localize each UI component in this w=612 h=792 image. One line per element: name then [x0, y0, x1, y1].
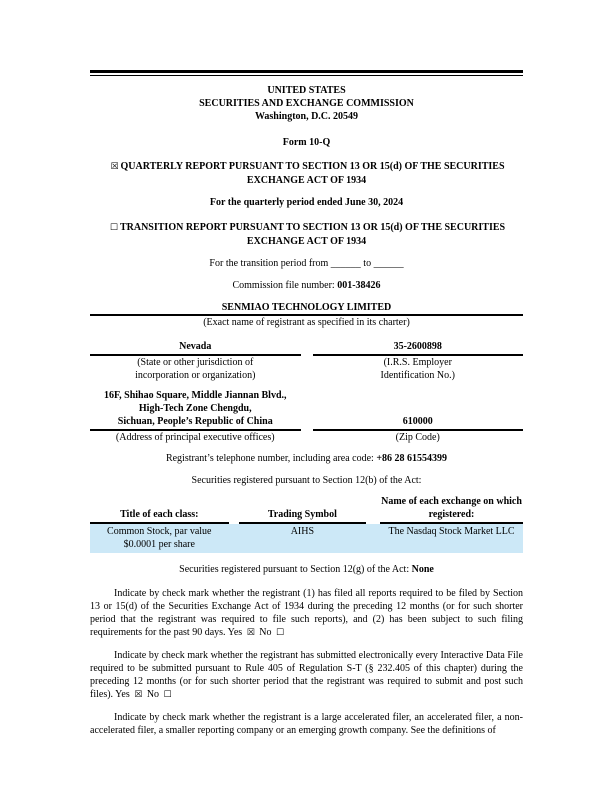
yes-checkbox-checked-icon: ☒ [246, 628, 255, 638]
zip-value [313, 389, 524, 431]
cell-gap-2 [366, 525, 380, 551]
jurisdiction-value [90, 340, 301, 356]
header-title-of-class: Title of each class: [90, 508, 229, 524]
address-column [90, 389, 301, 444]
top-double-rule [90, 70, 523, 76]
transition-period-line: For the transition period from ______ to ______ [209, 258, 404, 269]
securities-table-header [90, 495, 523, 524]
no-label: No [146, 689, 160, 700]
jurisdiction-irs-row [90, 340, 523, 382]
address-value [90, 389, 301, 431]
jurisdiction-caption-line2: incorporation or organization) [135, 370, 256, 381]
no-checkbox-unchecked-icon: ☐ [276, 628, 285, 638]
quarterly-report-heading [90, 160, 523, 187]
cell-trading-symbol: AIHS [290, 526, 315, 537]
filed-reports-paragraph [90, 587, 523, 640]
address-line3: Sichuan, People’s Republic of China [117, 416, 273, 427]
sec12b-heading: Securities registered pursuant to Section 12(b) of the Act: [191, 475, 422, 486]
cell-gap-1 [229, 525, 239, 551]
header-sec-commission: SECURITIES AND EXCHANGE COMMISSION [199, 98, 414, 109]
securities-table [90, 495, 523, 553]
table-row [90, 524, 523, 553]
telephone-line [90, 452, 523, 465]
quarterly-report-label: QUARTERLY REPORT PURSUANT TO SECTION 13 OR 15(d) OF THE SECURITIES EXCHANGE ACT OF 1934 [120, 161, 505, 186]
telephone-number: +86 28 61554399 [376, 453, 448, 464]
quarterly-checkbox-checked-icon: ☒ [110, 162, 119, 172]
irs-number: 35-2600898 [393, 341, 442, 352]
irs-column [313, 340, 524, 382]
filer-status-paragraph: Indicate by check mark whether the registrant is a large accelerated filer, an accelerated filer, a non-accelerated filer, a smaller reporting company or an emerging growth company. See the definitions of [90, 712, 523, 736]
irs-caption-line1: (I.R.S. Employer [383, 357, 452, 368]
form-title: Form 10-Q [282, 137, 331, 148]
zip-column [313, 389, 524, 444]
page-content [90, 70, 523, 737]
header-trading-symbol: Trading Symbol [239, 508, 367, 524]
filed-reports-text: Indicate by check mark whether the registrant (1) has filed all reports required to be filed by Section 13 or 15(d) of the Securities Exchange Act of 1934 during the preceding 12 months (or for such shorter period that the registrant was required to file such reports), and (2) has been subject to such filing requirements for the past 90 days. Yes [90, 588, 523, 638]
header-united-states: UNITED STATES [267, 85, 346, 96]
sec-header [90, 84, 523, 123]
irs-value [313, 340, 524, 356]
commission-file-number: 001-38426 [337, 280, 381, 291]
jurisdiction-caption-line1: (State or other jurisdiction of [137, 357, 254, 368]
address-line1: 16F, Shihao Square, Middle Jiannan Blvd., [103, 390, 287, 401]
quarterly-period-line: For the quarterly period ended June 30, 2024 [209, 197, 404, 208]
registrant-name-caption: (Exact name of registrant as specified in its charter) [203, 317, 410, 328]
commission-file-line [90, 279, 523, 292]
address-zip-row [90, 389, 523, 444]
jurisdiction-state: Nevada [179, 341, 212, 352]
no-checkbox-unchecked-icon: ☐ [163, 690, 172, 700]
address-caption: (Address of principal executive offices) [115, 432, 275, 443]
cell-exchange: The Nasdaq Stock Market LLC [388, 526, 515, 537]
interactive-data-paragraph [90, 649, 523, 702]
header-washington: Washington, D.C. 20549 [254, 111, 359, 122]
no-label: No [259, 627, 272, 638]
irs-caption-line2: Identification No.) [380, 370, 455, 381]
cell-title-of-class: Common Stock, par value $0.0001 per share [107, 526, 212, 550]
sec12g-label: Securities registered pursuant to Section 12(g) of the Act: [179, 564, 410, 575]
yes-checkbox-checked-icon: ☒ [134, 690, 143, 700]
zip-caption: (Zip Code) [395, 432, 440, 443]
header-exchange: Name of each exchange on which registered: [380, 495, 523, 524]
telephone-label: Registrant’s telephone number, including area code: [165, 453, 374, 464]
interactive-data-text: Indicate by check mark whether the registrant has submitted electronically every Interactive Data File required to be submitted pursuant to Rule 405 of Regulation S-T (§ 232.405 of this chapter) during the preceding 12 months (or for such shorter period that the registrant was required to submit and post such files). Yes [90, 650, 523, 700]
transition-report-label: TRANSITION REPORT PURSUANT TO SECTION 13 OR 15(d) OF THE SECURITIES EXCHANGE ACT OF 1934 [119, 222, 506, 247]
jurisdiction-column [90, 340, 301, 382]
commission-file-label: Commission file number: [232, 280, 335, 291]
sec12g-line [90, 563, 523, 576]
address-line2: High-Tech Zone Chengdu, [138, 403, 252, 414]
transition-checkbox-unchecked-icon: ☐ [109, 223, 118, 233]
sec12g-value: None [411, 564, 434, 575]
transition-report-heading [90, 221, 523, 248]
registrant-name: SENMIAO TECHNOLOGY LIMITED [90, 301, 523, 316]
zip-code: 610000 [402, 416, 433, 427]
